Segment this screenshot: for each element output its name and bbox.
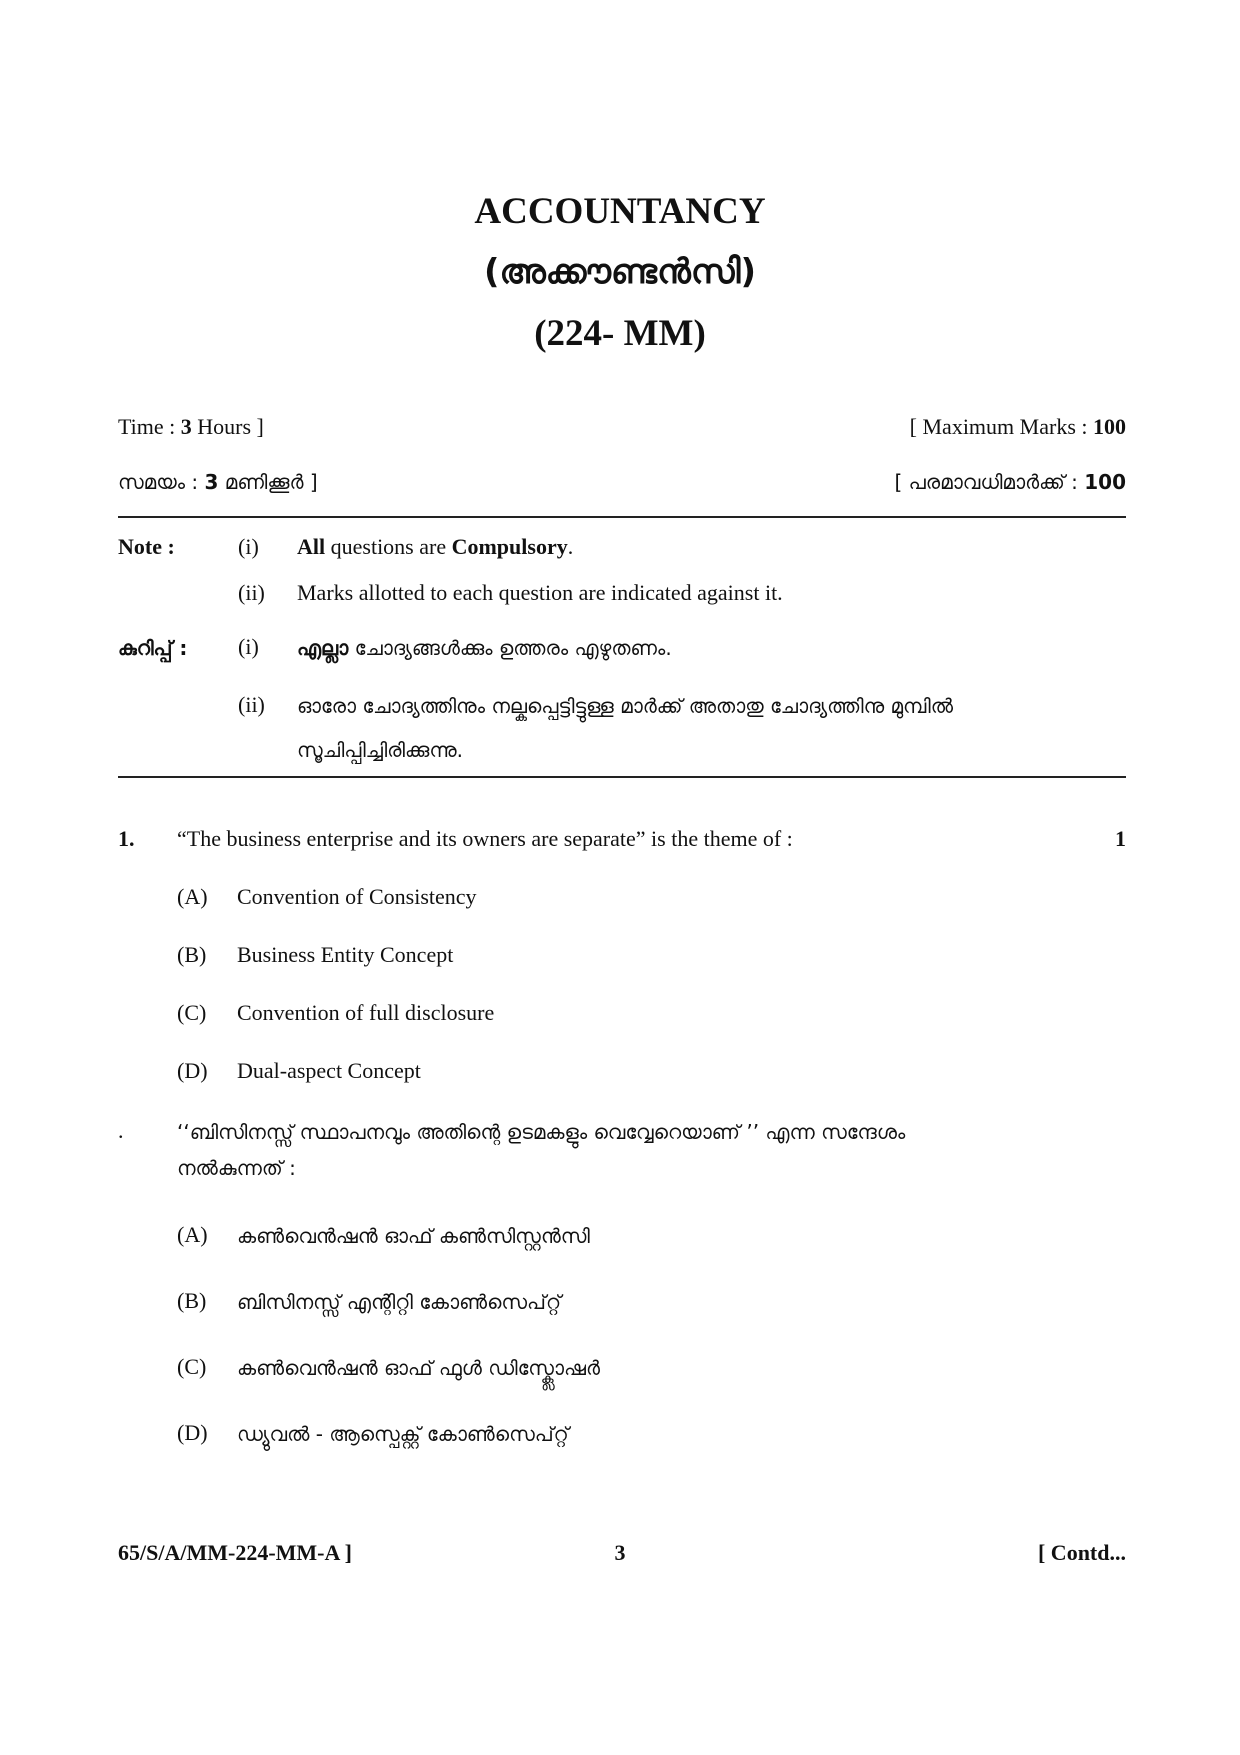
divider-bottom xyxy=(118,776,1126,778)
note-item-malayalam: എല്ലാ ചോദ്യങ്ങൾക്കും ഉത്തരം എഴുതണം. xyxy=(297,636,672,660)
note-item: All questions are Compulsory. xyxy=(297,534,574,559)
max-marks-en: [ Maximum Marks : 100 xyxy=(909,414,1126,439)
option-a-malayalam: കൺവെൻഷൻ ഓഫ് കൺസിസ്റ്റൻസി xyxy=(237,1224,590,1248)
option-b: Business Entity Concept xyxy=(237,942,454,967)
question-marks: 1 xyxy=(1115,826,1126,851)
question-text: “The business enterprise and its owners are separate” is the theme of : xyxy=(177,826,793,851)
option-label: (B) xyxy=(177,942,207,967)
page-number: 3 xyxy=(614,1540,626,1565)
divider-top xyxy=(118,516,1126,518)
time-en: Time : 3 Hours ] xyxy=(118,414,264,439)
option-d-malayalam: ഡ്യുവൽ - ആസ്പെക്റ്റ് കോൺസെപ്റ്റ് xyxy=(237,1422,569,1446)
note-label: Note : xyxy=(118,534,175,559)
question-text-malayalam-line2: നൽകുന്നത് : xyxy=(177,1156,296,1180)
option-label: (C) xyxy=(177,1354,207,1379)
note-item-malayalam-line2: സൂചിപ്പിച്ചിരിക്കുന്നു. xyxy=(297,738,463,762)
option-label: (D) xyxy=(177,1058,208,1083)
continued-label: [ Contd... xyxy=(1037,1540,1126,1565)
option-label: (A) xyxy=(177,884,208,909)
note-item-number: (i) xyxy=(238,634,259,659)
subject-title: ACCOUNTANCY xyxy=(474,191,766,232)
note-item-number: (ii) xyxy=(238,692,265,717)
question-text-malayalam-line1: ‘‘ബിസിനസ്സ് സ്ഥാപനവും അതിന്റെ ഉടമകളും വെവ്വേറെയാണ് ’’ എന്ന സന്ദേശം xyxy=(177,1120,906,1144)
option-label: (B) xyxy=(177,1288,207,1313)
option-a: Convention of Consistency xyxy=(237,884,477,909)
subject-title-malayalam: (അക്കൗണ്ടൻസി) xyxy=(484,252,756,292)
option-c-malayalam: കൺവെൻഷൻ ഓഫ് ഫുൾ ഡിസ്ക്ലോഷർ xyxy=(237,1356,600,1380)
note-item: Marks allotted to each question are indicated against it. xyxy=(297,580,783,605)
time-ml: സമയം : 3 മണിക്കൂർ ] xyxy=(118,470,318,494)
note-item-number: (i) xyxy=(238,534,259,559)
option-label: (D) xyxy=(177,1420,208,1445)
note-item-number: (ii) xyxy=(238,580,265,605)
note-label-malayalam: കുറിപ്പ് : xyxy=(118,636,188,660)
option-d: Dual-aspect Concept xyxy=(237,1058,421,1083)
option-c: Convention of full disclosure xyxy=(237,1000,495,1025)
subject-code: (224- MM) xyxy=(534,313,706,354)
paper-code: 65/S/A/MM-224-MM-A ] xyxy=(118,1540,352,1565)
note-item-malayalam-line1: ഓരോ ചോദ്യത്തിനും നല്കപ്പെട്ടിട്ടുള്ള മാർക്ക് അതാതു ചോദ്യത്തിനു മുമ്പിൽ xyxy=(297,694,953,718)
max-marks-ml: [ പരമാവധിമാർക്ക് : 100 xyxy=(894,470,1126,494)
option-label: (A) xyxy=(177,1222,208,1247)
question-number-malayalam: . xyxy=(118,1118,124,1143)
option-b-malayalam: ബിസിനസ്സ് എന്റിറ്റി കോൺസെപ്റ്റ് xyxy=(237,1290,562,1314)
option-label: (C) xyxy=(177,1000,207,1025)
question-number: 1. xyxy=(118,826,135,851)
